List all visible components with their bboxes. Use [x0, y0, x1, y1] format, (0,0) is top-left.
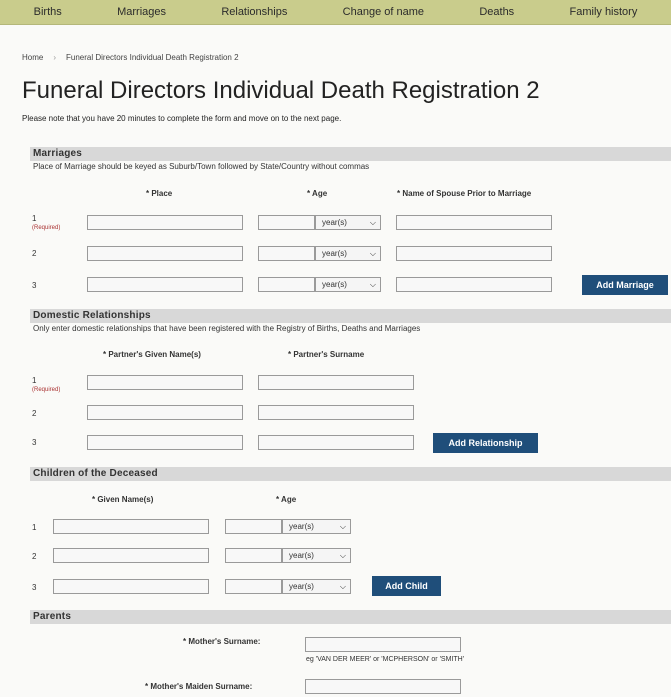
partner-surname-label: * Partner's Surname	[288, 350, 365, 359]
marriage-2-place-input[interactable]	[87, 246, 243, 261]
child-3-given-name-input[interactable]	[53, 579, 209, 594]
marriage-3-spouse-input[interactable]	[396, 277, 552, 292]
mother-surname-hint: eg 'VAN DER MEER' or 'MCPHERSON' or 'SMITH'	[306, 656, 465, 663]
relationship-1-surname-input[interactable]	[258, 375, 414, 390]
relationship-row-3-number: 3	[32, 438, 37, 447]
children-header: Children of the Deceased	[30, 467, 671, 481]
mother-maiden-surname-input[interactable]	[305, 679, 461, 694]
add-marriage-button[interactable]: Add Marriage	[582, 275, 668, 295]
child-2-age-input[interactable]	[225, 548, 282, 563]
relationships-section	[22, 309, 671, 333]
marriages-description: Place of Marriage should be keyed as Suburb/Town followed by State/Country without commas	[33, 162, 370, 171]
mother-maiden-surname-label: * Mother's Maiden Surname:	[145, 682, 253, 691]
relationship-row-1-required: (Required)	[32, 387, 61, 393]
child-row-3-number: 3	[32, 583, 37, 592]
nav-change-of-name[interactable]: Change of name	[342, 6, 425, 18]
child-2-age-unit-select[interactable]	[282, 548, 351, 563]
nav-marriages[interactable]: Marriages	[117, 6, 166, 18]
mother-surname-label: * Mother's Surname:	[183, 637, 261, 646]
marriage-row-3-number: 3	[32, 281, 37, 290]
marriage-1-place-input[interactable]	[87, 215, 243, 230]
relationship-row-1-number: 1	[32, 376, 37, 385]
breadcrumb-current: Funeral Directors Individual Death Registration 2	[66, 53, 239, 62]
select-value: year(s)	[289, 582, 314, 591]
relationship-2-given-name-input[interactable]	[87, 405, 243, 420]
marriage-row-1-number: 1	[32, 214, 37, 223]
marriage-row-1-required: (Required)	[32, 225, 61, 231]
marriage-1-age-unit-select[interactable]	[315, 215, 381, 230]
spouse-name-label: * Name of Spouse Prior to Marriage	[397, 189, 532, 198]
child-3-age-unit-select[interactable]	[282, 579, 351, 594]
relationship-3-surname-input[interactable]	[258, 435, 414, 450]
marriage-3-place-input[interactable]	[87, 277, 243, 292]
marriages-section	[22, 147, 671, 171]
nav-deaths[interactable]: Deaths	[479, 6, 515, 18]
top-navigation	[0, 0, 671, 25]
child-1-age-unit-select[interactable]	[282, 519, 351, 534]
marriage-2-spouse-input[interactable]	[396, 246, 552, 261]
select-value: year(s)	[289, 522, 314, 531]
marriage-age-label: * Age	[307, 189, 328, 198]
add-child-button[interactable]: Add Child	[372, 576, 441, 596]
partner-given-name-label: * Partner's Given Name(s)	[103, 350, 201, 359]
breadcrumb-separator-icon: ›	[53, 53, 57, 62]
relationships-header: Domestic Relationships	[30, 309, 671, 323]
chevron-down-icon: ⌵	[369, 217, 376, 227]
chevron-down-icon: ⌵	[339, 550, 346, 560]
chevron-down-icon: ⌵	[369, 279, 376, 289]
marriage-row-2-number: 2	[32, 249, 37, 258]
relationship-1-given-name-input[interactable]	[87, 375, 243, 390]
marriage-3-age-input[interactable]	[258, 277, 315, 292]
marriage-1-spouse-input[interactable]	[396, 215, 552, 230]
select-value: year(s)	[322, 249, 347, 258]
chevron-down-icon: ⌵	[369, 248, 376, 258]
relationships-description: Only enter domestic relationships that have been registered with the Registry of Births, Deaths and Marriages	[33, 324, 421, 333]
marriage-place-label: * Place	[146, 189, 173, 198]
parents-header: Parents	[30, 610, 671, 624]
marriage-2-age-unit-select[interactable]	[315, 246, 381, 261]
main-content	[0, 53, 671, 123]
child-1-given-name-input[interactable]	[53, 519, 209, 534]
add-relationship-button[interactable]: Add Relationship	[433, 433, 538, 453]
select-value: year(s)	[322, 218, 347, 227]
child-row-1-number: 1	[32, 523, 37, 532]
children-section	[22, 467, 671, 481]
marriages-header: Marriages	[30, 147, 671, 161]
child-age-label: * Age	[276, 495, 297, 504]
relationship-row-2-number: 2	[32, 409, 37, 418]
child-given-name-label: * Given Name(s)	[92, 495, 154, 504]
child-1-age-input[interactable]	[225, 519, 282, 534]
relationship-2-surname-input[interactable]	[258, 405, 414, 420]
marriage-3-age-unit-select[interactable]	[315, 277, 381, 292]
child-2-given-name-input[interactable]	[53, 548, 209, 563]
page-title: Funeral Directors Individual Death Registration 2	[22, 77, 540, 104]
parents-section	[22, 610, 671, 624]
marriage-1-age-input[interactable]	[258, 215, 315, 230]
marriage-2-age-input[interactable]	[258, 246, 315, 261]
nav-relationships[interactable]: Relationships	[221, 6, 288, 18]
breadcrumb	[22, 53, 671, 62]
relationship-3-given-name-input[interactable]	[87, 435, 243, 450]
mother-surname-input[interactable]	[305, 637, 461, 652]
time-limit-note: Please note that you have 20 minutes to complete the form and move on to the next page.	[22, 114, 342, 123]
breadcrumb-home[interactable]: Home	[22, 53, 44, 62]
chevron-down-icon: ⌵	[339, 581, 346, 591]
chevron-down-icon: ⌵	[339, 521, 346, 531]
child-3-age-input[interactable]	[225, 579, 282, 594]
child-row-2-number: 2	[32, 552, 37, 561]
select-value: year(s)	[289, 551, 314, 560]
select-value: year(s)	[322, 280, 347, 289]
nav-family-history[interactable]: Family history	[569, 6, 638, 18]
nav-births[interactable]: Births	[33, 6, 62, 18]
